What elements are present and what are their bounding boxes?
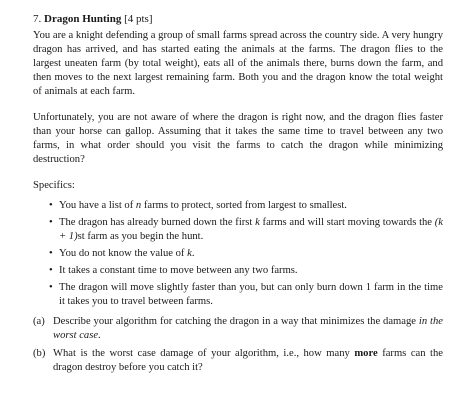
bullet-icon: • bbox=[49, 200, 53, 211]
question-paragraph: Unfortunately, you are not aware of where the dragon is right now, and the dragon flies faster than your horse can gallop. Assuming that it takes the same time to travel between any two farms, in what order should you visit the farms to catch the dragon while minimizing destruction? bbox=[33, 112, 443, 165]
problem-number: 7. bbox=[33, 13, 42, 25]
subquestion-b: (b) What is the worst case damage of your algorithm, i.e., how many more farms can the dragon destroy before you catch it? bbox=[33, 348, 443, 373]
problem-page bbox=[33, 12, 443, 379]
specifics-item-constant-time: • It takes a constant time to move between any two farms. bbox=[49, 265, 298, 276]
intro-paragraph: You are a knight defending a group of small farms spread across the country side. A very hungry dragon has arrived, and has started eating the animals at the farms. The dragon flies to the largest uneaten farm (by total weight), eats all of the animals there, burns down the farm, and then moves to the next largest remaining farm. Both you and the dragon know the total weight of animals at each farm. bbox=[33, 30, 443, 97]
specifics-item-unknown-k: • You do not know the value of k. bbox=[49, 248, 195, 259]
specifics-list bbox=[33, 199, 443, 309]
specifics-item-list-size: • You have a list of n farms to protect, sorted from largest to smallest. bbox=[49, 200, 347, 211]
problem-heading bbox=[33, 12, 443, 27]
bullet-icon: • bbox=[49, 282, 53, 293]
subquestion-a: (a) Describe your algorithm for catching the dragon in a way that minimizes the damage in the worst case. bbox=[33, 316, 443, 341]
bullet-icon: • bbox=[49, 217, 53, 228]
subquestion-a-label: (a) bbox=[33, 316, 45, 327]
specifics-item-dragon-speed: • The dragon will move slightly faster than you, but can only burn down 1 farm in the time it takes you to travel between farms. bbox=[49, 282, 443, 307]
subquestions-list bbox=[33, 315, 443, 375]
subquestion-b-label: (b) bbox=[33, 348, 46, 359]
specifics-heading: Specifics: bbox=[33, 180, 75, 191]
bullet-icon: • bbox=[49, 248, 53, 259]
problem-title: Dragon Hunting bbox=[44, 13, 122, 25]
specifics-item-dragon-start: • The dragon has already burned down the first k farms and will start moving towards the (k + 1)st farm as you begin the hunt. bbox=[49, 217, 443, 242]
problem-points: [4 pts] bbox=[124, 13, 153, 25]
bullet-icon: • bbox=[49, 265, 53, 276]
